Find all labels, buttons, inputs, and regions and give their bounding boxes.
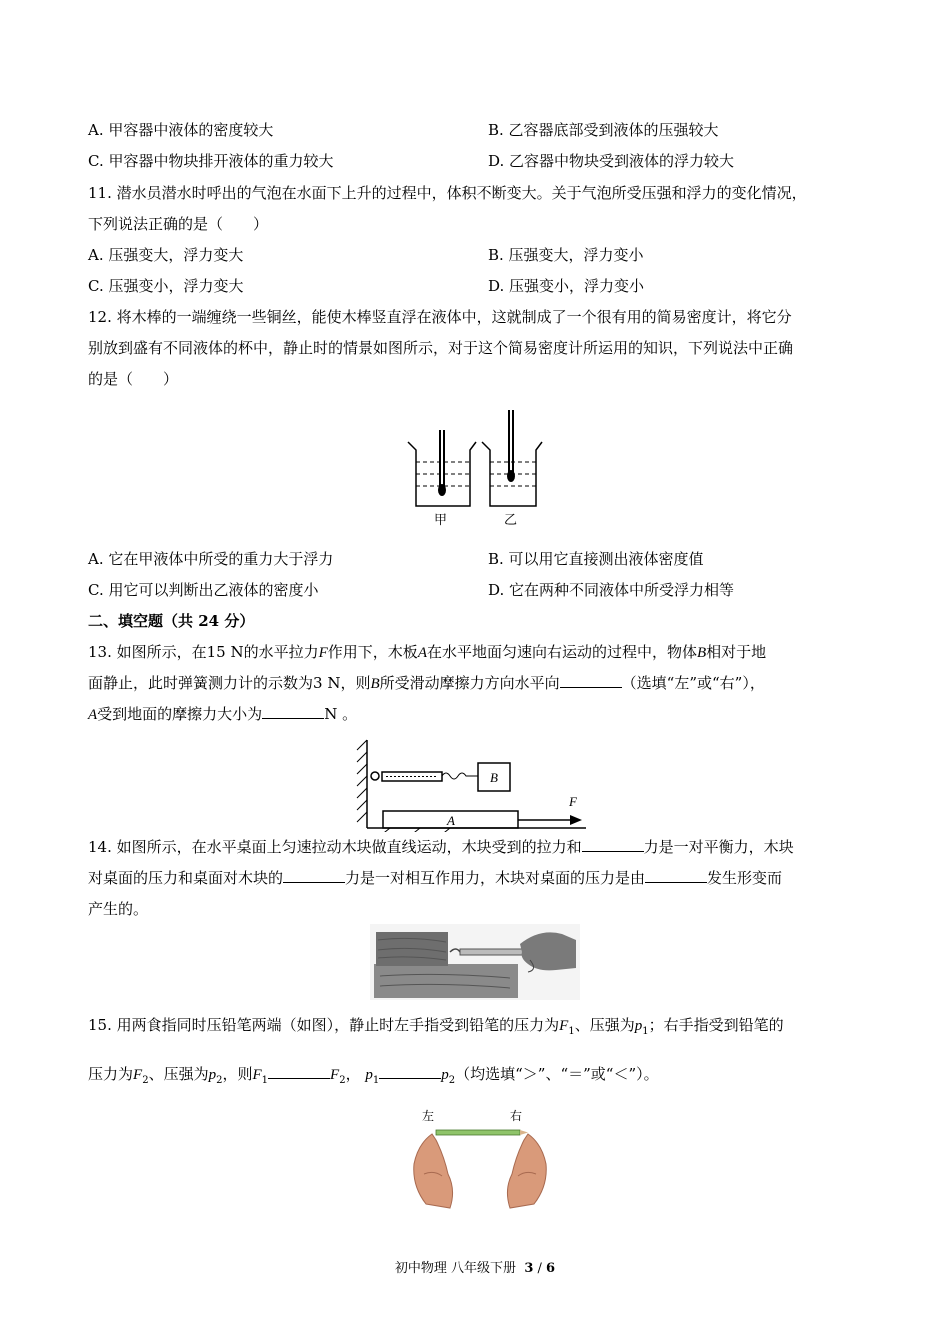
q12-stem-line1: 12. 将木棒的一端缠绕一些铜丝，能使木棒竖直浮在液体中，这就制成了一个很有用的简易密度计，将它分 (88, 308, 792, 326)
right-hand (507, 1134, 546, 1208)
answer-blank[interactable] (283, 868, 345, 883)
answer-blank[interactable] (582, 837, 644, 852)
q11-option-c: C. 压强变小，浮力变大 (88, 277, 244, 295)
spring-scale (460, 949, 528, 955)
q15-line2: 压力为$F_2$、压强为$p_2$，则$F_1$ $F_2$， $p_1$ $p_2$（均选填“＞”、“＝”或“＜”）。 (88, 1065, 659, 1086)
q11-option-b: B. 压强变大，浮力变小 (488, 246, 644, 264)
q11-option-a: A. 压强变大，浮力变大 (88, 246, 244, 264)
section-heading: 二、填空题（共 24 分） (88, 612, 255, 630)
page-number: 3 (524, 1261, 534, 1276)
q14-line3: 产生的。 (88, 900, 149, 918)
wood-block-photo (370, 924, 580, 1000)
label-jia: 甲 (434, 513, 448, 528)
answer-blank[interactable] (268, 1064, 330, 1079)
copper-wire-yi (507, 470, 515, 482)
q12-stem-line2: 别放到盛有不同液体的杯中，静止时的情景如图所示，对于这个简易密度计所运用的知识，下列说法中正确 (88, 339, 794, 357)
label-f: F (569, 794, 577, 809)
q12-option-c: C. 用它可以判断出乙液体的密度小 (88, 581, 319, 599)
pencil-fingers-photo (404, 1104, 556, 1216)
q12-option-a: A. 它在甲液体中所受的重力大于浮力 (88, 550, 334, 568)
label-a: A (447, 813, 455, 828)
q13-line1: 13. 如图所示，在15 N的水平拉力F作用下，木板A在水平地面匀速向右运动的过程中，物体B相对于地 (88, 643, 767, 661)
q14-line2: 对桌面的压力和桌面对木块的 力是一对相互作用力，木块对桌面的压力是由 发生形变而 (88, 869, 783, 887)
label-right: 右 (510, 1109, 523, 1123)
q12-stem-line3: 的是（ ） (88, 370, 179, 388)
footer-subject: 初中物理 八年级下册 (394, 1261, 517, 1276)
q11-stem-line1: 11. 潜水员潜水时呼出的气泡在水面下上升的过程中，体积不断变大。关于气泡所受压强和浮力的变化情况， (88, 184, 807, 202)
q12-option-b: B. 可以用它直接测出液体密度值 (488, 550, 704, 568)
q11-option-d: D. 压强变小，浮力变小 (488, 277, 645, 295)
q10-option-b: B. 乙容器底部受到液体的压强较大 (488, 121, 719, 139)
answer-blank[interactable] (262, 704, 324, 719)
q10-option-c: C. 甲容器中物块排开液体的重力较大 (88, 152, 334, 170)
q10-option-d: D. 乙容器中物块受到液体的浮力较大 (488, 152, 735, 170)
q14-line1: 14. 如图所示，在水平桌面上匀速拉动木块做直线运动，木块受到的拉力和 力是一对平衡力，木块 (88, 838, 794, 856)
copper-wire-jia (438, 484, 446, 496)
q13-line3: A受到地面的摩擦力大小为 N 。 (88, 705, 358, 723)
q11-stem-line2: 下列说法正确的是（ ） (88, 215, 269, 233)
q13-line2: 面静止，此时弹簧测力计的示数为3 N，则B所受滑动摩擦力方向水平向 （选填“左”或“右”）， (88, 674, 765, 692)
label-left: 左 (422, 1109, 435, 1123)
answer-blank[interactable] (560, 673, 622, 688)
q10-option-a: A. 甲容器中液体的密度较大 (88, 121, 274, 139)
page-total: 6 (546, 1261, 556, 1276)
left-hand (414, 1134, 453, 1208)
page-footer: 初中物理 八年级下册 3 / 6 (394, 1261, 556, 1276)
answer-blank[interactable] (379, 1064, 441, 1079)
answer-blank[interactable] (645, 868, 707, 883)
table-surface (374, 964, 518, 998)
q15-line1: 15. 用两食指同时压铅笔两端（如图），静止时左手指受到铅笔的压力为$F_1$、压强为$p_1$；右手指受到铅笔的 (88, 1016, 784, 1037)
label-yi: 乙 (504, 513, 518, 528)
hydrometer-figure (400, 406, 550, 532)
label-b: B (490, 770, 498, 785)
q12-option-d: D. 它在两种不同液体中所受浮力相等 (488, 581, 735, 599)
pencil (436, 1130, 520, 1135)
spring-scale-figure (350, 736, 590, 832)
